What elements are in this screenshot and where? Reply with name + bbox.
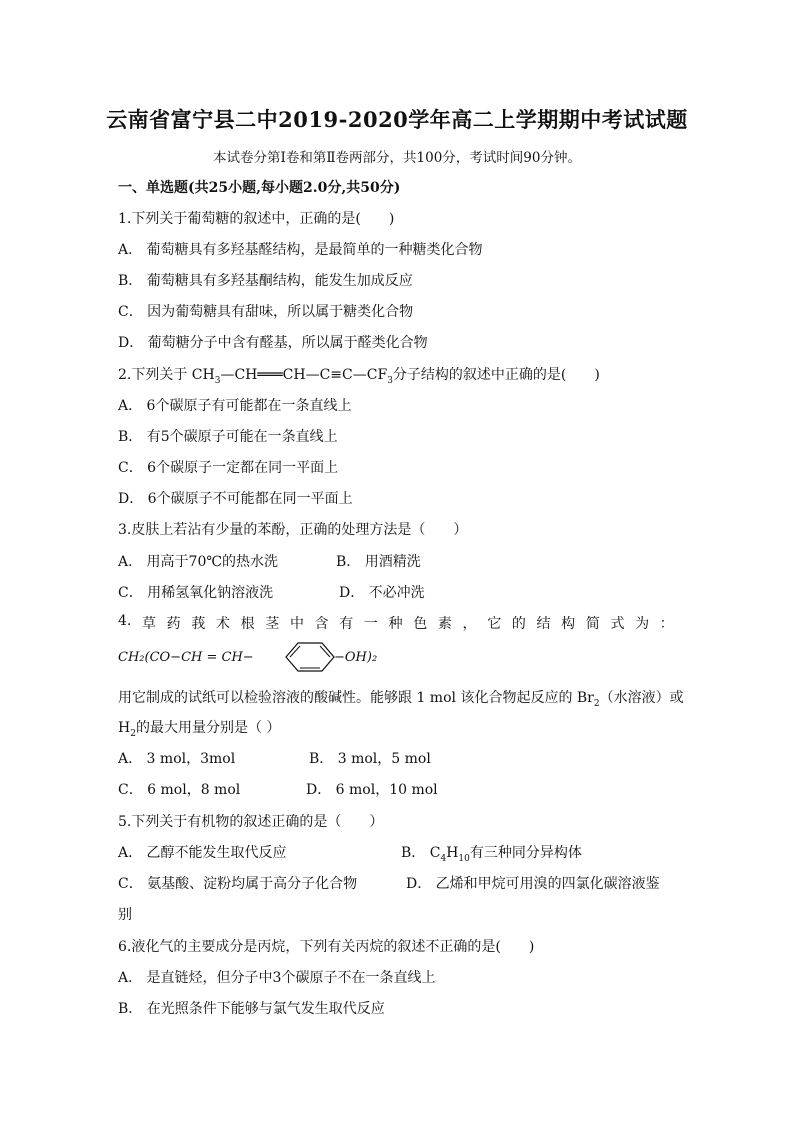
q5-option-d: D． 乙烯和甲烷可用溴的四氯化碳溶液鉴 — [406, 876, 660, 892]
q4-stem-char: ， — [462, 616, 477, 632]
benzene-ring — [286, 643, 334, 671]
q4-stem-char: 中 — [289, 616, 304, 632]
q5-option-b-sub1: 4 — [440, 853, 447, 864]
q4-stem-char: 结 — [536, 616, 551, 632]
q6-option-b: B． 在光照条件下能够与氯气发生取代反应 — [118, 1001, 385, 1017]
section-heading: 一、单选题(共25小题,每小题2.0分,共50分) — [118, 180, 401, 196]
q4-line2-pre: 用它制成的试纸可以检验溶液的酸碱性。能够跟 1 mol 该化合物起反应的 Br — [118, 690, 594, 706]
q4-stem-char: 简 — [585, 616, 600, 632]
q1-stem: 1.下列关于葡萄糖的叙述中，正确的是( ) — [118, 211, 395, 227]
q5-option-b — [401, 842, 582, 864]
q4-stem-char: 药 — [166, 616, 181, 632]
q4-option-a: A． 3 mol，3mol — [118, 751, 236, 767]
exam-title: 云南省富宁县二中2019-2020学年高二上学期期中考试试题 — [106, 107, 688, 132]
q2-stem-sub2: 3 — [387, 375, 393, 386]
q4-line2-sub: 2 — [593, 698, 600, 709]
q4-stem-char: 色 — [413, 616, 428, 632]
q4-stem-char: 莪 — [191, 616, 206, 632]
q4-line3-post: 的最大用量分别是（ ） — [135, 720, 281, 736]
q1-option-c: C． 因为葡萄糖具有甜味，所以属于糖类化合物 — [118, 304, 414, 320]
q4-stem-char: 构 — [561, 616, 576, 632]
q4-stem-char: 根 — [240, 616, 255, 632]
q4-stem-char: 素 — [437, 616, 452, 632]
q2-stem-pre: 2.下列关于 CH — [118, 367, 215, 383]
q5-option-b-pre: B． C — [401, 845, 441, 861]
q2-option-d: D． 6个碳原子不可能都在同一平面上 — [118, 491, 353, 507]
q4-stem-char: 有 — [339, 616, 354, 632]
q2-option-a: A． 6个碳原子有可能都在一条直线上 — [118, 398, 352, 414]
q4-stem-char: 的 — [511, 616, 526, 632]
q4-stem-char: 茎 — [265, 616, 280, 632]
q3-option-c: C． 用稀氢氧化钠溶液洗 — [118, 585, 274, 601]
q3-stem: 3.皮肤上若沾有少量的苯酚，正确的处理方法是（ ） — [118, 522, 468, 538]
q4-stem-char: 式 — [610, 616, 625, 632]
q5-option-b-post: 有三种同分异构体 — [469, 845, 582, 861]
q3-option-a: A． 用高于70℃的热水洗 — [118, 554, 279, 570]
q2-stem-mid: —CH═══CH—C≡C—CF — [220, 367, 388, 383]
q3-option-d: D． 不必冲洗 — [339, 585, 425, 601]
q4-stem-char: 它 — [487, 616, 502, 632]
q5-stem: 5.下列关于有机物的叙述正确的是（ ） — [118, 814, 384, 830]
q4-stem-line2 — [118, 687, 684, 709]
q2-stem — [118, 364, 600, 386]
q5-option-b-sub2: 10 — [458, 853, 470, 864]
q4-formula-left: CH₂(CO−CH = CH− — [118, 650, 254, 665]
q6-stem: 6.液化气的主要成分是丙烷，下列有关丙烷的叙述不正确的是( ) — [118, 939, 535, 955]
q4-option-c: C． 6 mol，8 mol — [118, 782, 241, 798]
q4-line2-post: （水溶液）或 — [599, 690, 684, 706]
q4-stem-char: 含 — [314, 616, 329, 632]
q1-option-d: D． 葡萄糖分子中含有醛基，所以属于醛类化合物 — [118, 335, 428, 351]
q4-option-b: B． 3 mol，5 mol — [309, 751, 431, 767]
q1-option-b: B． 葡萄糖具有多羟基酮结构，能发生加成反应 — [118, 273, 413, 289]
q4-line3-pre: H — [118, 720, 131, 736]
q4-structure-formula — [118, 638, 408, 674]
q4-stem-char: 为 — [635, 616, 650, 632]
q4-stem-char: 术 — [215, 616, 230, 632]
q2-option-b: B． 有5个碳原子可能在一条直线上 — [118, 429, 338, 445]
q3-option-b: B． 用酒精洗 — [336, 554, 421, 570]
q2-stem-post: 分子结构的叙述中正确的是( ) — [392, 367, 600, 383]
q2-option-c: C． 6个碳原子一定都在同一平面上 — [118, 460, 339, 476]
q2-stem-sub1: 3 — [214, 375, 221, 386]
q4-stem-char: 种 — [388, 616, 403, 632]
q4-stem-char: 草 — [142, 616, 157, 632]
q5-option-d-cont: 别 — [118, 907, 132, 923]
q5-option-b-mid: H — [446, 845, 459, 861]
q6-option-a: A． 是直链烃，但分子中3个碳原子不在一条直线上 — [118, 970, 436, 986]
q4-stem-char: ： — [659, 616, 674, 632]
q4-stem — [118, 613, 674, 633]
q5-option-c: C． 氨基酸、淀粉均属于高分子化合物 — [118, 876, 358, 892]
q4-line3-sub: 2 — [130, 728, 136, 739]
q4-formula-right: −OH)₂ — [334, 650, 378, 665]
q5-option-a: A． 乙醇不能发生取代反应 — [118, 845, 287, 861]
q1-option-a: A． 葡萄糖具有多羟基醛结构，是最简单的一种糖类化合物 — [118, 242, 483, 258]
q4-stem-char: 4. — [118, 613, 132, 629]
q4-stem-char: 一 — [363, 616, 378, 632]
q4-stem-line3 — [118, 717, 280, 739]
exam-subtitle: 本试卷分第Ⅰ卷和第Ⅱ卷两部分，共100分，考试时间90分钟。 — [213, 150, 581, 166]
q4-option-d: D． 6 mol，10 mol — [306, 782, 438, 798]
